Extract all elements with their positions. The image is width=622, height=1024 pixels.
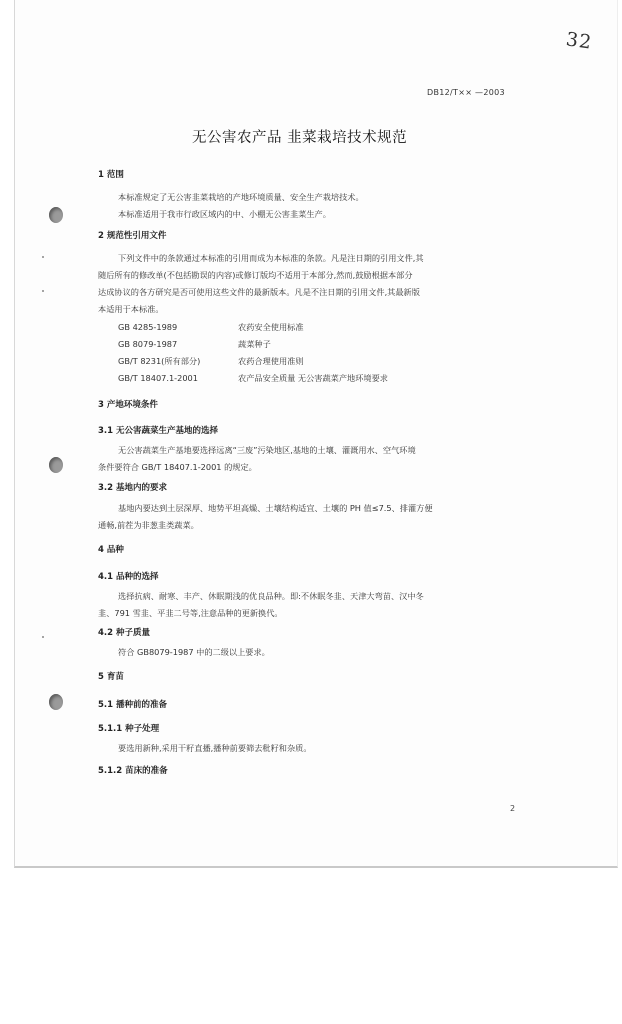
reference-name: 农产品安全质量 无公害蔬菜产地环境要求: [238, 373, 388, 383]
section-3-1-heading: 3.1 无公害蔬菜生产基地的选择: [98, 426, 219, 436]
handwritten-page-mark: 32: [564, 28, 594, 54]
section-2-line: 达成协议的各方研究是否可使用这些文件的最新版本。凡是不注日期的引用文件,其最新版: [98, 287, 420, 297]
reference-name: 农药安全使用标准: [238, 322, 304, 332]
section-1-heading: 1 范围: [98, 170, 124, 180]
section-1-line: 本标准规定了无公害韭菜栽培的产地环境质量、安全生产栽培技术。: [118, 192, 364, 202]
section-3-2-heading: 3.2 基地内的要求: [98, 483, 168, 493]
document-number: DB12/T×× —2003: [427, 88, 505, 97]
scan-speck: [42, 636, 44, 638]
reference-code: GB/T 18407.1-2001: [118, 373, 198, 383]
section-5-heading: 5 育苗: [98, 672, 124, 682]
punch-hole: [49, 457, 63, 473]
section-2-line: 本适用于本标准。: [98, 304, 164, 314]
section-4-2-line: 符合 GB8079-1987 中的二级以上要求。: [118, 647, 270, 657]
section-3-2-line: 基地内要达到土层深厚、地势平坦高燥、土壤结构适宜、土壤的 PH 值≤7.5、排灌方便: [118, 503, 433, 513]
section-5-1-1-line: 要选用新种,采用干籽直播,播种前要筛去秕籽和杂质。: [118, 743, 312, 753]
document-title: 无公害农产品 韭菜栽培技术规范: [192, 130, 408, 146]
section-3-1-line: 条件要符合 GB/T 18407.1-2001 的规定。: [98, 462, 257, 472]
section-4-1-heading: 4.1 品种的选择: [98, 572, 159, 582]
section-5-1-heading: 5.1 播种前的准备: [98, 700, 168, 710]
section-4-1-line: 选择抗病、耐寒、丰产、休眠期浅的优良品种。即:不休眠冬韭、天津大弯苗、汉中冬: [118, 591, 424, 601]
section-1-line: 本标准适用于我市行政区域内的中、小棚无公害韭菜生产。: [118, 209, 331, 219]
section-5-1-1-heading: 5.1.1 种子处理: [98, 724, 160, 734]
section-4-2-heading: 4.2 种子质量: [98, 628, 151, 638]
section-4-1-line: 韭、791 雪韭、平韭二号等,注意品种的更新换代。: [98, 608, 283, 618]
section-3-2-line: 通畅,前茬为非葱韭类蔬菜。: [98, 520, 199, 530]
punch-hole: [49, 207, 63, 223]
section-5-1-2-heading: 5.1.2 苗床的准备: [98, 766, 168, 776]
section-2-heading: 2 规范性引用文件: [98, 231, 167, 241]
reference-name: 蔬菜种子: [238, 339, 271, 349]
scan-speck: [42, 290, 44, 292]
section-3-1-line: 无公害蔬菜生产基地要选择远离“三废”污染地区,基地的土壤、灌溉用水、空气环境: [118, 445, 416, 455]
punch-hole: [49, 694, 63, 710]
reference-code: GB 4285-1989: [118, 322, 178, 332]
scan-speck: [42, 256, 44, 258]
page-number: 2: [510, 804, 516, 813]
reference-code: GB 8079-1987: [118, 339, 178, 349]
reference-code: GB/T 8231(所有部分): [118, 356, 201, 366]
section-2-line: 下列文件中的条款通过本标准的引用而成为本标准的条款。凡是注日期的引用文件,其: [118, 253, 424, 263]
section-2-line: 随后所有的修改单(不包括勘误的内容)或修订版均不适用于本部分,然而,鼓励根据本部分: [98, 270, 413, 280]
section-3-heading: 3 产地环境条件: [98, 400, 158, 410]
reference-name: 农药合理使用准则: [238, 356, 304, 366]
section-4-heading: 4 品种: [98, 545, 124, 555]
